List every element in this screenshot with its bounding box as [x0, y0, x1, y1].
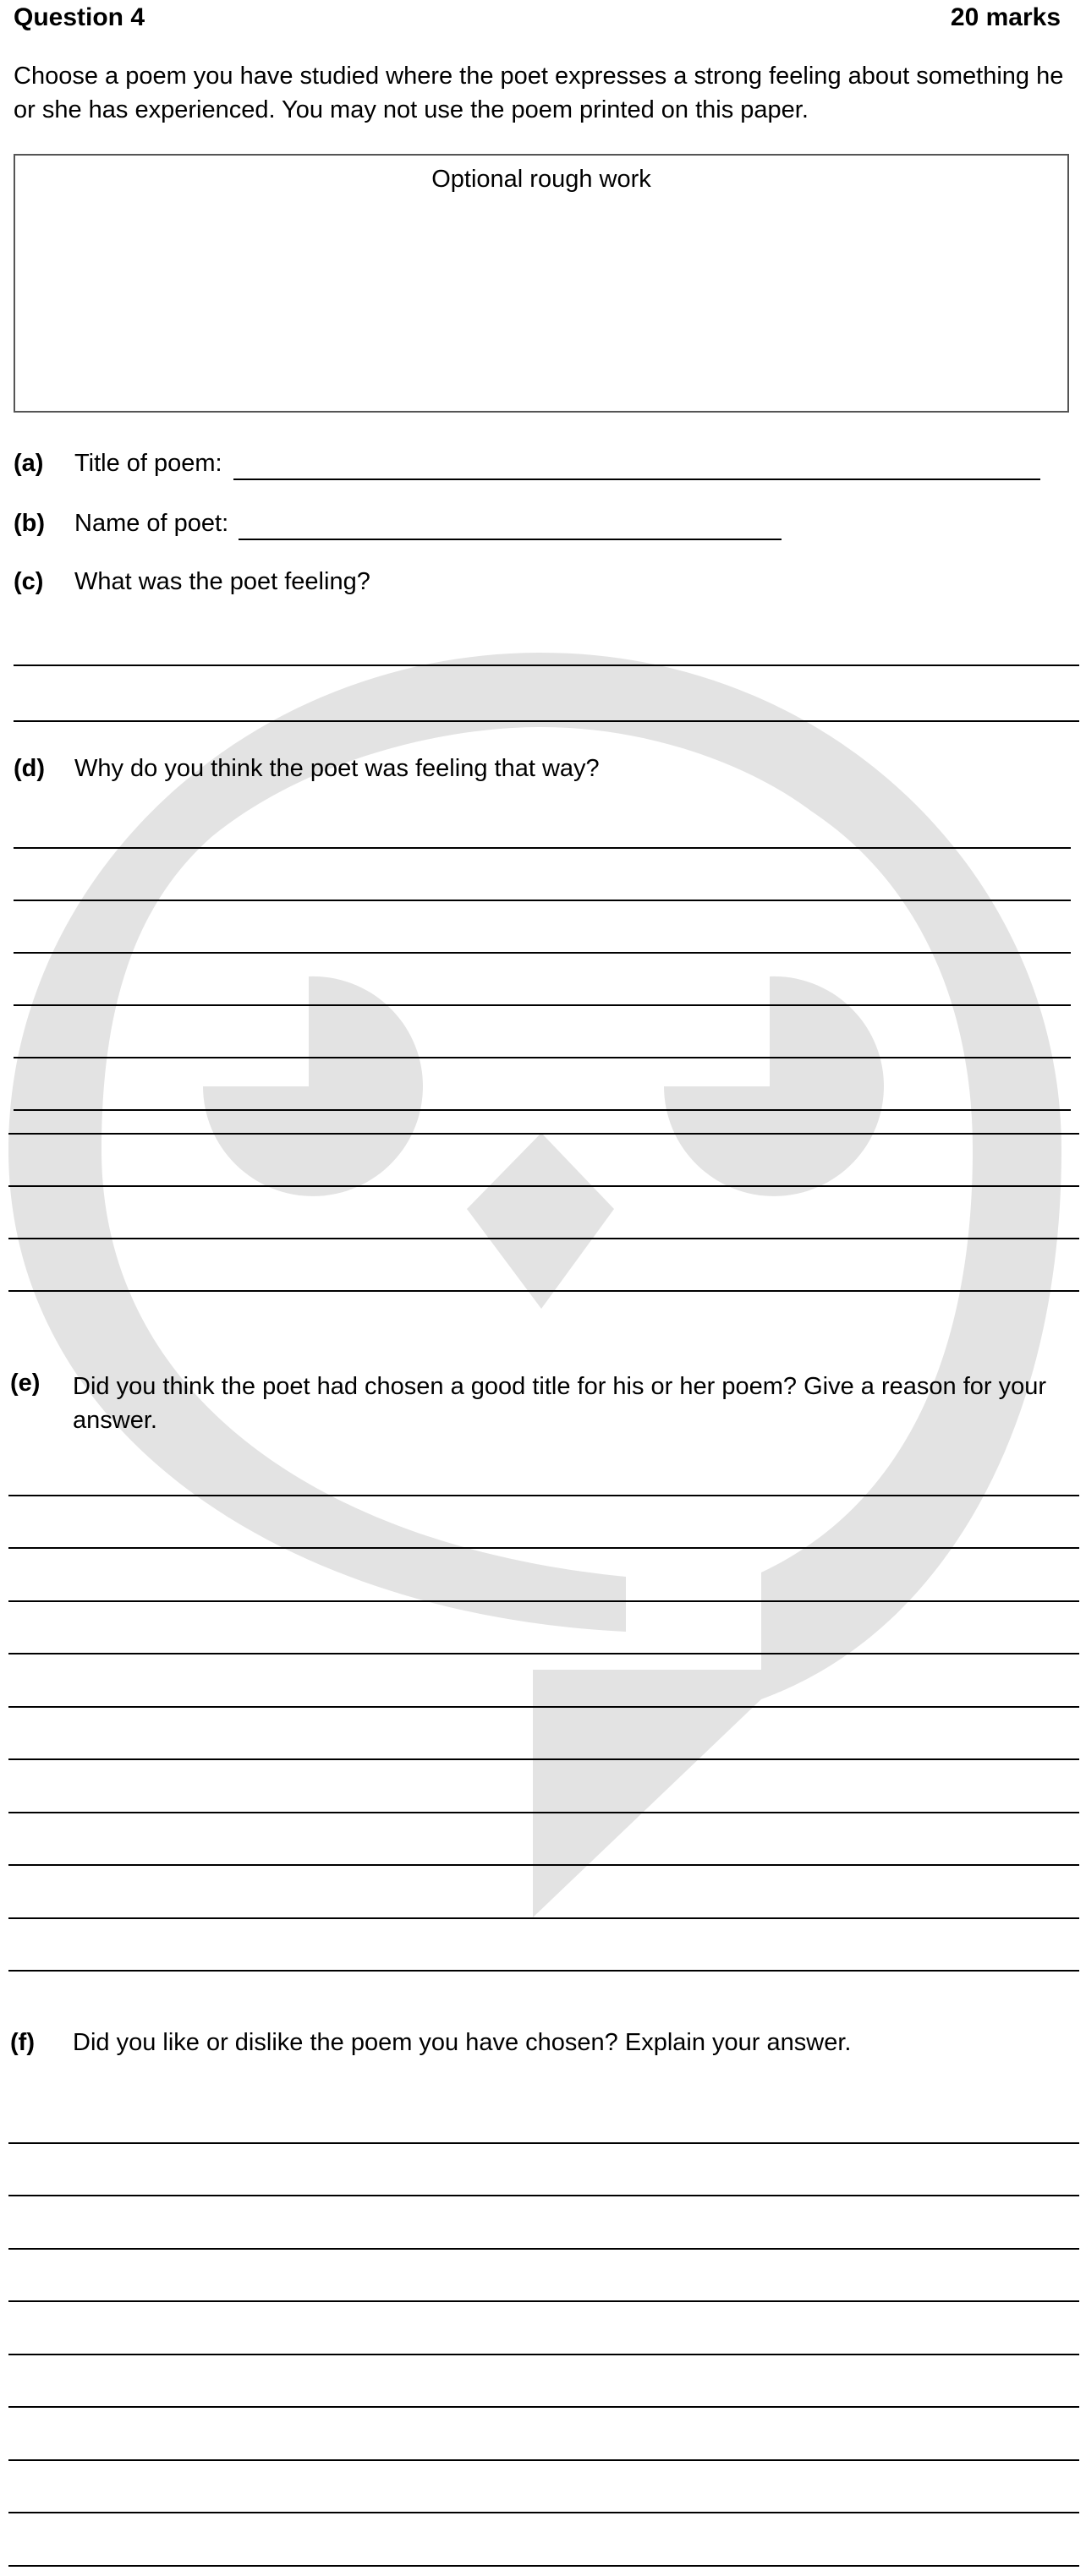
part-e: [0, 1370, 1086, 1437]
part-d-prompt: Why do you think the poet was feeling that way?: [74, 755, 600, 782]
answer-line-e7[interactable]: [8, 1812, 1079, 1813]
answer-line-e4[interactable]: [8, 1653, 1079, 1654]
answer-line-e6[interactable]: [8, 1758, 1079, 1760]
answer-line-f8[interactable]: [8, 2512, 1079, 2513]
answer-line-e1[interactable]: [8, 1495, 1079, 1496]
answer-line-e10[interactable]: [8, 1970, 1079, 1972]
answer-line-f3[interactable]: [8, 2248, 1079, 2250]
part-a-prompt: Title of poem:: [74, 450, 222, 477]
answer-line-d2[interactable]: [14, 900, 1071, 901]
question-instructions: Choose a poem you have studied where the poet expresses a strong feeling about something he or she has experienced. You may not use the poem printed on this paper.: [14, 63, 1064, 123]
answer-line-d3[interactable]: [14, 952, 1071, 954]
answer-line-d8[interactable]: [8, 1185, 1079, 1187]
title-of-poem-line[interactable]: [233, 479, 1040, 480]
part-d-letter: (d): [14, 755, 46, 782]
rough-work-box[interactable]: [14, 154, 1069, 413]
answer-line-d5[interactable]: [14, 1057, 1071, 1058]
answer-line-c2[interactable]: [14, 720, 1079, 722]
answer-line-f2[interactable]: [8, 2195, 1079, 2196]
part-c: [0, 568, 1086, 602]
part-b-prompt: Name of poet:: [74, 510, 229, 537]
answer-line-d1[interactable]: [14, 847, 1071, 849]
part-c-letter: (c): [14, 568, 44, 595]
part-e-prompt: Did you think the poet had chosen a good title for his or her poem? Give a reason for your answer.: [73, 1373, 1047, 1434]
part-e-letter: (e): [10, 1370, 41, 1397]
part-c-prompt: What was the poet feeling?: [74, 568, 370, 595]
rough-work-label: Optional rough work: [431, 166, 651, 193]
answer-line-e3[interactable]: [8, 1600, 1079, 1602]
question-marks: 20 marks: [950, 3, 1061, 31]
answer-line-e2[interactable]: [8, 1547, 1079, 1549]
part-a-letter: (a): [14, 450, 44, 477]
answer-line-f1[interactable]: [8, 2142, 1079, 2144]
question-title: Question 4: [14, 3, 145, 31]
name-of-poet-line[interactable]: [239, 539, 782, 540]
part-f: [0, 2029, 1086, 2063]
answer-line-f9[interactable]: [8, 2565, 1079, 2567]
answer-line-d4[interactable]: [14, 1004, 1071, 1006]
answer-line-f6[interactable]: [8, 2406, 1079, 2408]
part-b-letter: (b): [14, 510, 46, 537]
answer-line-f4[interactable]: [8, 2300, 1079, 2302]
answer-line-e9[interactable]: [8, 1917, 1079, 1919]
part-f-letter: (f): [10, 2029, 35, 2056]
answer-line-d6[interactable]: [14, 1109, 1071, 1111]
part-f-prompt: Did you like or dislike the poem you have chosen? Explain your answer.: [73, 2029, 852, 2056]
answer-line-c1[interactable]: [14, 665, 1079, 666]
part-d: [0, 755, 1086, 789]
answer-line-e8[interactable]: [8, 1864, 1079, 1866]
answer-line-d9[interactable]: [8, 1238, 1079, 1239]
answer-line-d10[interactable]: [8, 1290, 1079, 1292]
answer-line-d7[interactable]: [8, 1133, 1079, 1135]
answer-line-f7[interactable]: [8, 2459, 1079, 2461]
answer-line-e5[interactable]: [8, 1706, 1079, 1708]
answer-line-f5[interactable]: [8, 2354, 1079, 2355]
